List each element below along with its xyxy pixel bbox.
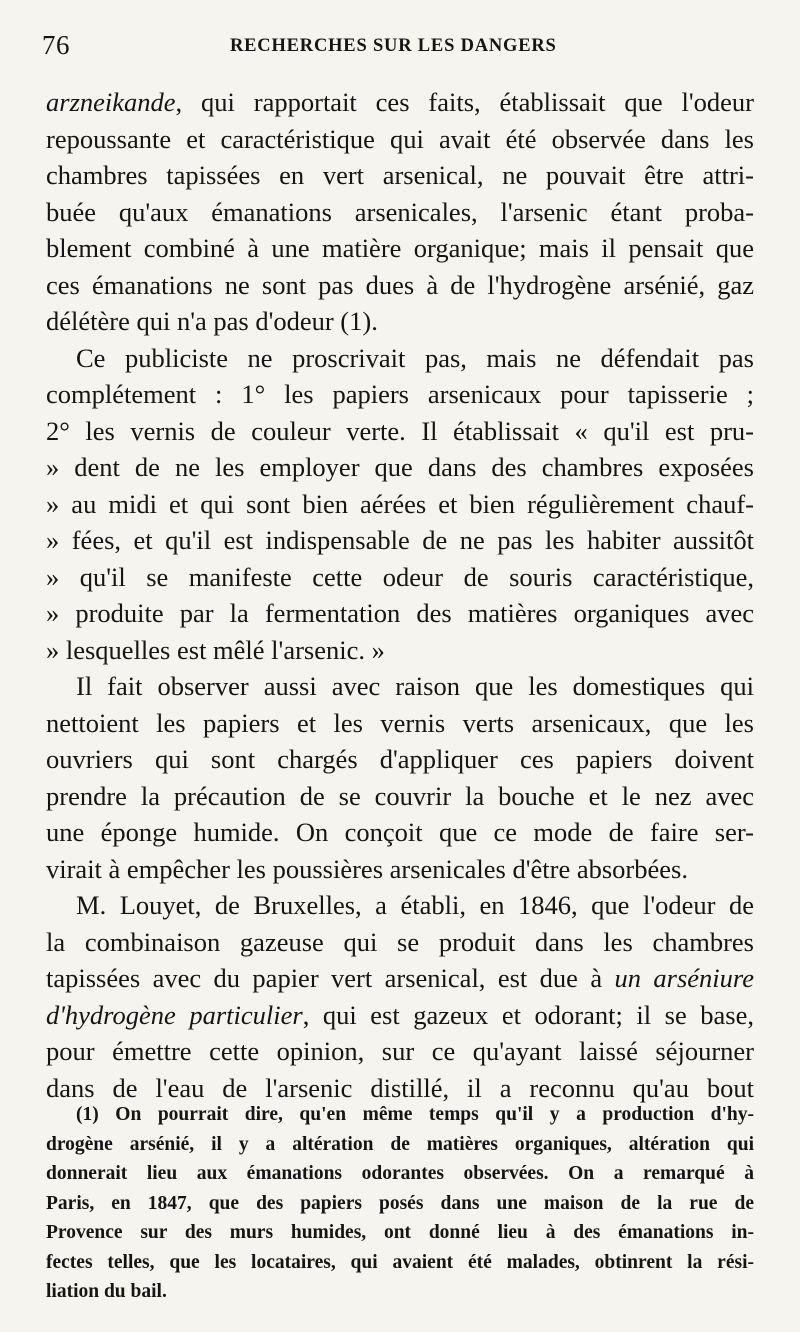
text-segment: buée qu'aux émanations arsenicales, l'arsenic étant proba- xyxy=(46,196,754,227)
text-segment: ces émanations ne sont pas dues à de l'hydrogène arsénié, gaz xyxy=(46,269,754,300)
text-line xyxy=(46,267,754,304)
text-line xyxy=(46,559,754,596)
text-line xyxy=(46,960,754,997)
text-segment: nettoient les papiers et les vernis verts arsenicaux, que les xyxy=(46,707,754,738)
text-line xyxy=(46,340,754,377)
text-segment: » fées, et qu'il est indispensable de ne pas les habiter aussitôt xyxy=(46,525,754,555)
text-line xyxy=(46,230,754,267)
footnote-line: Provence sur des murs humides, ont donné lieu à des émanations in- xyxy=(46,1222,754,1243)
text-segment: délétère qui n'a pas d'odeur (1). xyxy=(46,306,378,336)
text-line xyxy=(46,303,754,340)
text-line xyxy=(46,1033,754,1070)
footnote-line: liation du bail. xyxy=(46,1281,167,1302)
text-line xyxy=(46,741,754,778)
text-line xyxy=(46,486,754,523)
text-segment: Ce publiciste ne proscrivait pas, mais ne défendait pas xyxy=(76,342,754,373)
text-line xyxy=(46,157,754,194)
footnote-line: fectes telles, que les locataires, qui avaient été malades, obtinrent la rési- xyxy=(46,1251,754,1273)
text-segment: complétement : 1° les papiers arsenicaux pour tapisserie ; xyxy=(46,379,754,409)
text-line xyxy=(46,194,754,231)
text-segment: la combinaison gazeuse qui se produit dans les chambres xyxy=(46,926,754,957)
italic-segment: arzneikande xyxy=(46,87,176,117)
page-header xyxy=(42,30,760,66)
body-text xyxy=(46,84,754,1106)
text-line xyxy=(46,924,754,961)
text-segment: , qui rapportait ces faits, établissait que l'odeur xyxy=(175,87,754,117)
text-segment: » produite par la fermentation des matières organiques avec xyxy=(46,598,754,628)
text-line xyxy=(46,449,754,486)
text-segment: Il fait observer aussi avec raison que les domestiques qui xyxy=(76,671,754,701)
text-line xyxy=(46,814,754,851)
footnote-block xyxy=(46,1100,754,1307)
text-line xyxy=(46,376,754,413)
running-head: RECHERCHES SUR LES DANGERS xyxy=(230,36,557,56)
text-segment: 2° les vernis de couleur verte. Il établissait « qu'il est pru- xyxy=(46,415,754,446)
text-segment: blement combiné à une matière organique; mais il pensait que xyxy=(46,233,754,263)
text-line xyxy=(46,84,754,121)
footnote-line: donnerait lieu aux émanations odorantes observées. On a remarqué à xyxy=(46,1163,754,1184)
text-segment: » dent de ne les employer que dans des chambres exposées xyxy=(46,452,754,482)
text-segment: » lesquelles est mêlé l'arsenic. » xyxy=(46,634,385,665)
italic-segment: d'hydrogène particulier xyxy=(46,999,303,1030)
text-segment: chambres tapissées en vert arsenical, ne pouvait être attri- xyxy=(46,160,754,190)
text-segment: virait à empêcher les poussières arsenicales d'être absorbées. xyxy=(46,853,688,884)
text-line xyxy=(46,778,754,815)
text-segment: repoussante et caractéristique qui avait été observée dans les xyxy=(46,123,754,154)
text-segment: » au midi et qui sont bien aérées et bien régulièrement chauf- xyxy=(46,488,754,519)
text-segment: pour émettre cette opinion, sur ce qu'ayant laissé séjourner xyxy=(46,1036,754,1066)
text-segment: M. Louyet, de Bruxelles, a établi, en 1846, que l'odeur de xyxy=(76,890,754,920)
italic-segment: un arséniure xyxy=(614,963,754,993)
footnote-line: (1) On pourrait dire, qu'en même temps qu'il y a production d'hy- xyxy=(76,1104,754,1125)
text-line xyxy=(46,887,754,924)
text-line xyxy=(46,595,754,632)
text-line xyxy=(46,668,754,705)
page-number: 76 xyxy=(42,30,70,60)
footnote-line: drogène arsénié, il y a altération de matières organiques, altération qui xyxy=(46,1133,754,1155)
text-segment: tapissées avec du papier vert arsenical, est due à xyxy=(46,963,615,993)
text-segment: prendre la précaution de se couvrir la bouche et le nez avec xyxy=(46,780,754,811)
text-line xyxy=(46,522,754,559)
text-segment: une éponge humide. On conçoit que ce mode de faire ser- xyxy=(46,817,754,847)
text-line xyxy=(46,632,754,669)
footnote-line: Paris, en 1847, que des papiers posés dans une maison de la rue de xyxy=(46,1192,754,1214)
text-line xyxy=(46,705,754,742)
text-segment: » qu'il se manifeste cette odeur de souris caractéristique, xyxy=(46,561,754,592)
text-line xyxy=(46,413,754,450)
text-segment: dans de l'eau de l'arsenic distillé, il a reconnu qu'au bout xyxy=(46,1072,754,1103)
text-segment: ouvriers qui sont chargés d'appliquer ces papiers doivent xyxy=(46,744,754,774)
text-line xyxy=(46,121,754,158)
text-line xyxy=(46,851,754,888)
text-line xyxy=(46,997,754,1034)
text-segment: , qui est gazeux et odorant; il se base, xyxy=(302,999,754,1030)
